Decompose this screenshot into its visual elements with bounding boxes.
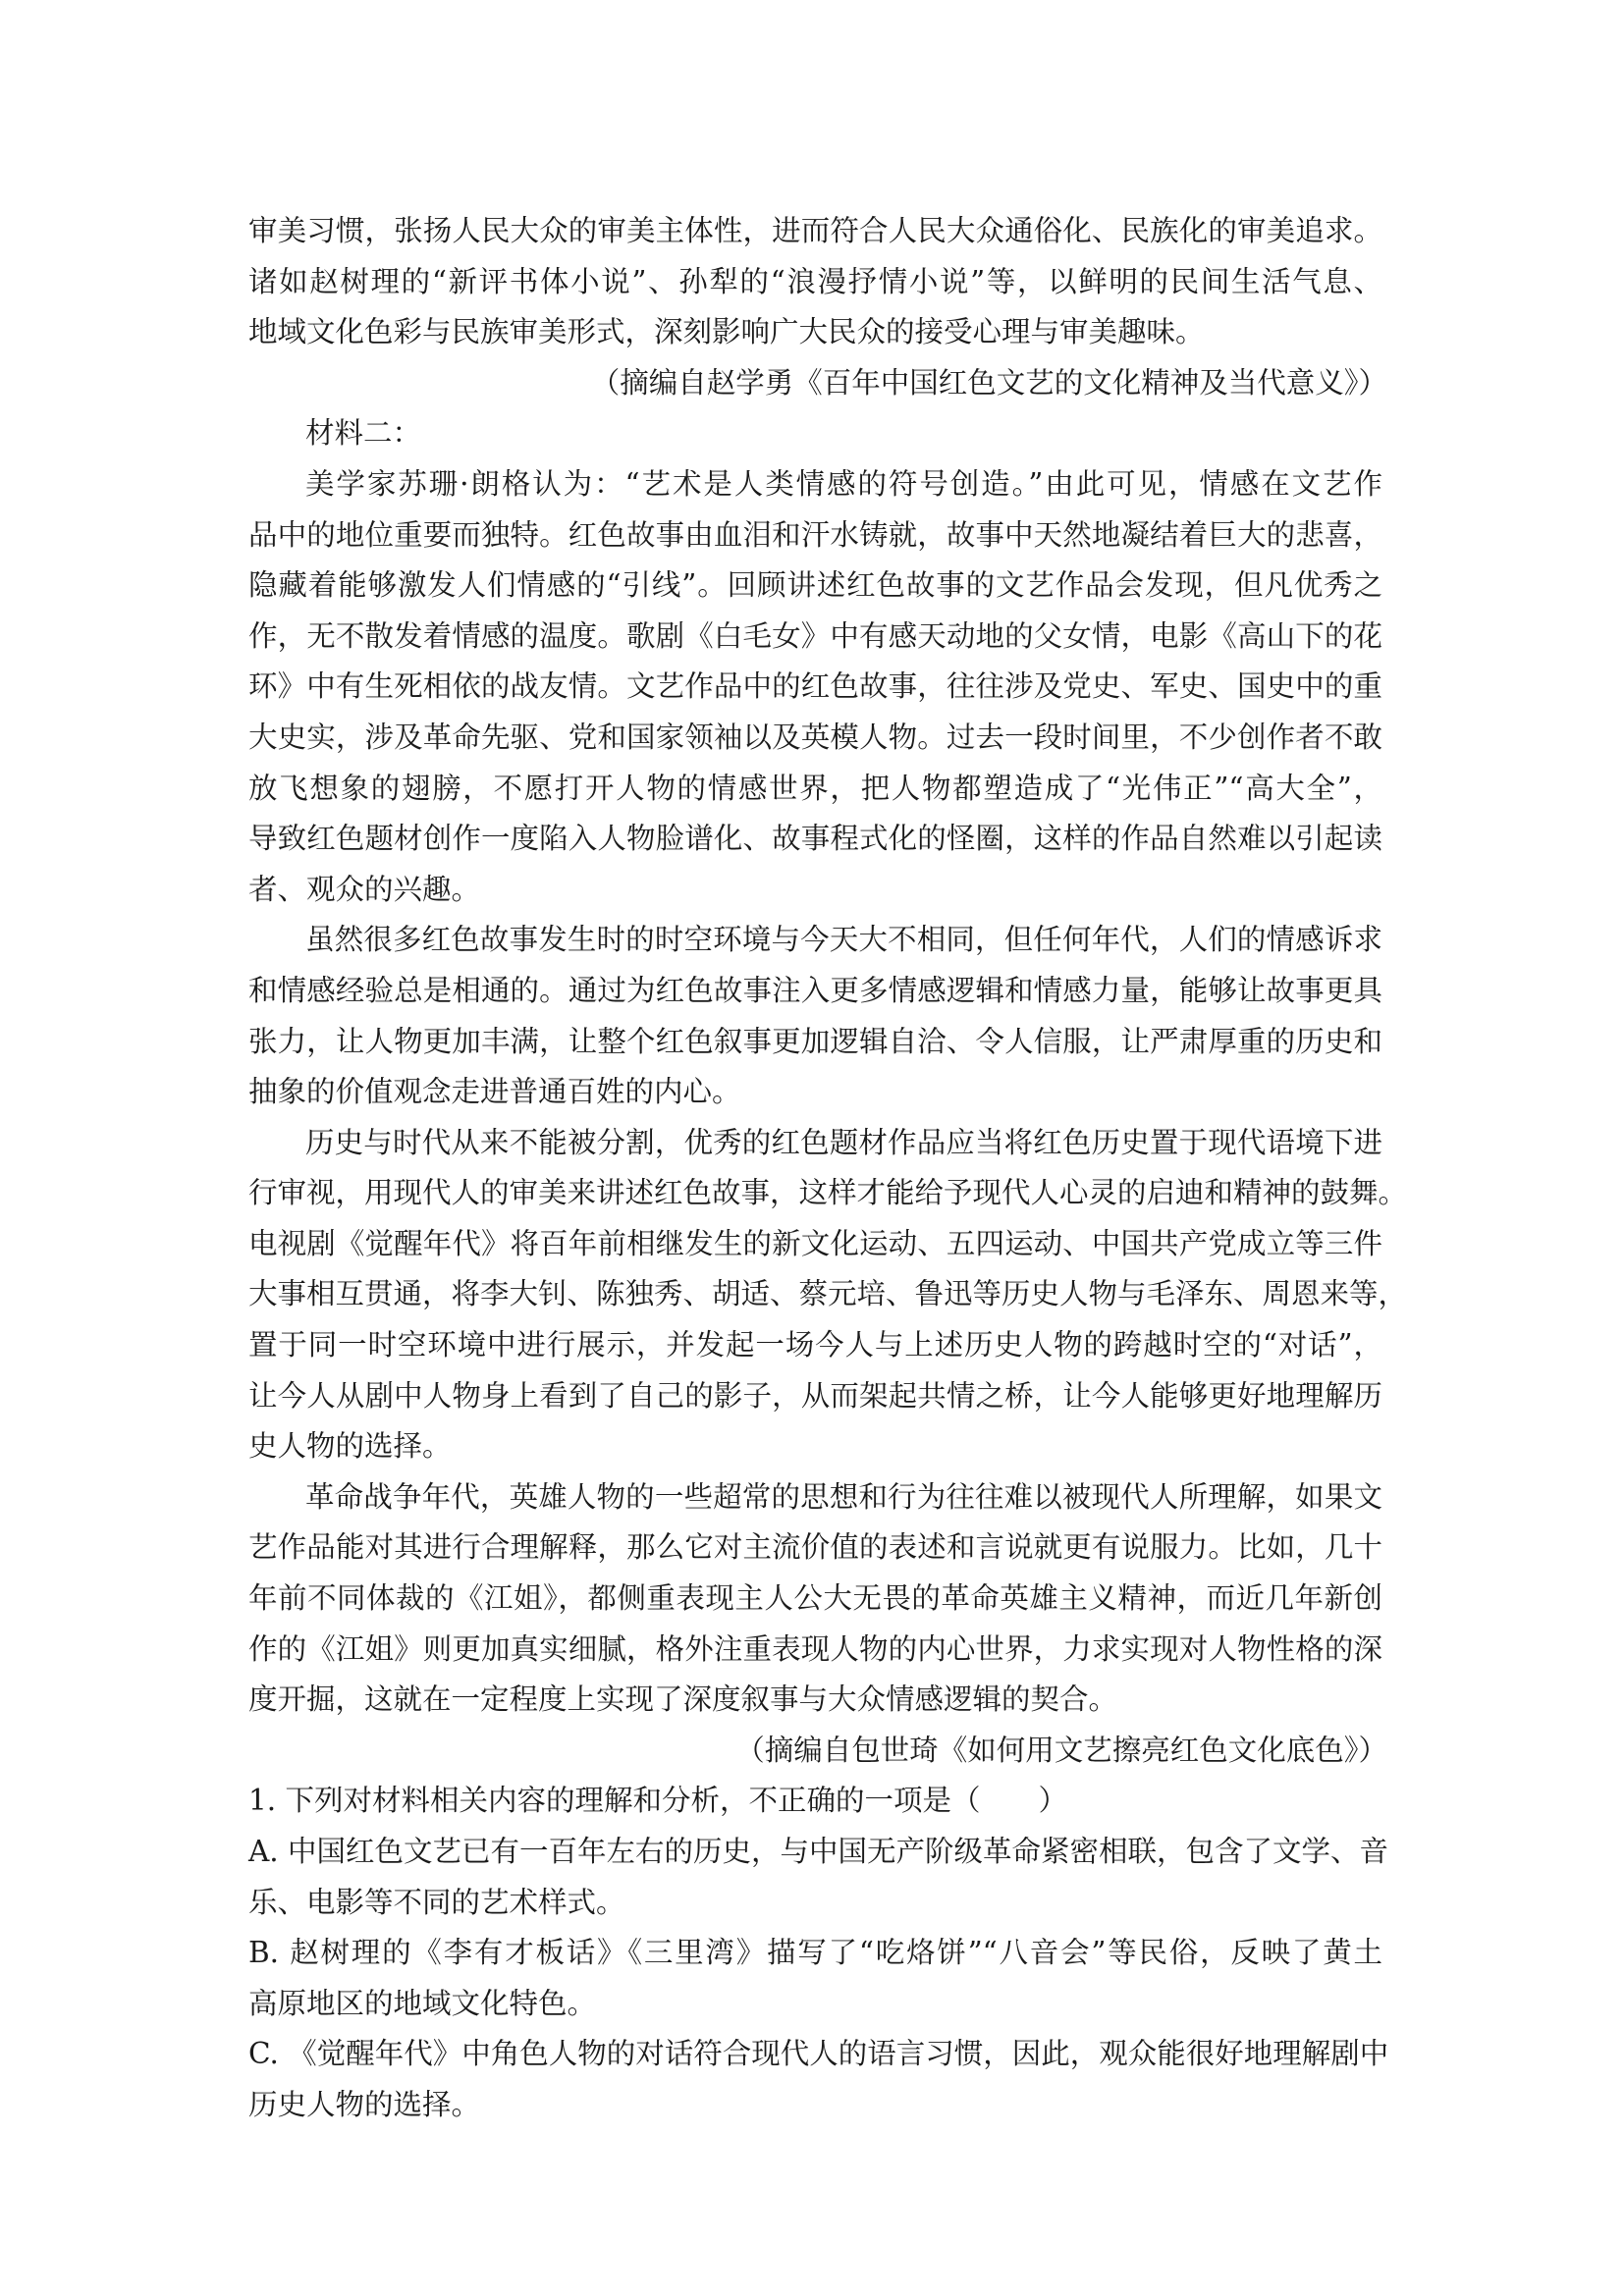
text-line: 艺作品能对其进行合理解释，那么它对主流价值的表述和言说就更有说服力。比如，几十 bbox=[248, 1530, 1382, 1565]
paragraph bbox=[248, 459, 1382, 915]
text-line: 作，无不散发着情感的温度。歌剧《白毛女》中有感天动地的父女情，电影《高山下的花 bbox=[248, 618, 1382, 653]
text-line: 导致红色题材创作一度陷入人物脸谱化、故事程式化的怪圈，这样的作品自然难以引起读 bbox=[248, 822, 1382, 856]
intro-paragraph bbox=[248, 206, 1382, 358]
option-text-line: A. 中国红色文艺已有一百年左右的历史，与中国无产阶级革命紧密相联，包含了文学、音 bbox=[248, 1835, 1389, 1868]
option-c bbox=[248, 2029, 1389, 2130]
text-line: 度开掘，这就在一定程度上实现了深度叙事与大众情感逻辑的契合。 bbox=[248, 1682, 1118, 1717]
text-line: 品中的地位重要而独特。红色故事由血泪和汗水铸就，故事中天然地凝结着巨大的悲喜， bbox=[248, 517, 1382, 552]
source-citation: （摘编自赵学勇《百年中国红色文艺的文化精神及当代意义》） bbox=[590, 365, 1387, 400]
text-line: 放飞想象的翅膀，不愿打开人物的情感世界，把人物都塑造成了“光伟正”“高大全”， bbox=[248, 771, 1382, 805]
text-line: 大事相互贯通，将李大钊、陈独秀、胡适、蔡元培、鲁迅等历史人物与毛泽东、周恩来等， bbox=[248, 1277, 1408, 1311]
document-page bbox=[248, 206, 1408, 2131]
option-b bbox=[248, 1928, 1382, 2029]
text-line: 抽象的价值观念走进普通百姓的内心。 bbox=[248, 1075, 741, 1109]
text-line: 史人物的选择。 bbox=[248, 1429, 452, 1464]
text-line: 张力，让人物更加丰满，让整个红色叙事更加逻辑自洽、令人信服，让严肃厚重的历史和 bbox=[248, 1024, 1382, 1058]
paragraph bbox=[248, 915, 1382, 1117]
text-line: 年前不同体裁的《江姐》，都侧重表现主人公大无畏的革命英雄主义精神，而近几年新创 bbox=[248, 1581, 1382, 1616]
text-line: 诸如赵树理的“新评书体小说”、孙犁的“浪漫抒情小说”等，以鲜明的民间生活气息、 bbox=[248, 264, 1382, 298]
option-text-line: 历史人物的选择。 bbox=[248, 2087, 481, 2121]
text-line: 美学家苏珊·朗格认为：“艺术是人类情感的符号创造。”由此可见，情感在文艺作 bbox=[305, 466, 1382, 501]
material-label: 材料二： bbox=[305, 416, 422, 451]
text-line: 隐藏着能够激发人们情感的“引线”。回顾讲述红色故事的文艺作品会发现，但凡优秀之 bbox=[248, 568, 1382, 603]
text-line: 行审视，用现代人的审美来讲述红色故事，这样才能给予现代人心灵的启迪和精神的鼓舞。 bbox=[248, 1176, 1408, 1210]
paragraph bbox=[248, 1118, 1408, 1472]
text-line: 电视剧《觉醒年代》将百年前相继发生的新文化运动、五四运动、中国共产党成立等三件 bbox=[248, 1226, 1382, 1260]
text-line: 审美习惯，张扬人民大众的审美主体性，进而符合人民大众通俗化、民族化的审美追求。 bbox=[248, 214, 1382, 247]
text-line: 作的《江姐》则更加真实细腻，格外注重表现人物的内心世界，力求实现对人物性格的深 bbox=[248, 1631, 1382, 1666]
text-line: 革命战争年代，英雄人物的一些超常的思想和行为往往难以被现代人所理解，如果文 bbox=[305, 1479, 1382, 1514]
text-line: 让今人从剧中人物身上看到了自己的影子，从而架起共情之桥，让今人能够更好地理解历 bbox=[248, 1378, 1382, 1413]
option-text-line: B. 赵树理的《李有才板话》《三里湾》描写了“吃烙饼”“八音会”等民俗，反映了黄土 bbox=[248, 1936, 1382, 1970]
text-line: 环》中有生死相依的战友情。文艺作品中的红色故事，往往涉及党史、军史、国史中的重 bbox=[248, 669, 1382, 704]
source-citation: （摘编自包世琦《如何用文艺擦亮红色文化底色》） bbox=[735, 1733, 1387, 1767]
text-line: 虽然很多红色故事发生时的时空环境与今天大不相同，但任何年代，人们的情感诉求 bbox=[305, 923, 1382, 957]
question-stem: 1. 下列对材料相关内容的理解和分析，不正确的一项是（ ） bbox=[248, 1784, 1068, 1818]
option-text-line: 乐、电影等不同的艺术样式。 bbox=[248, 1885, 625, 1919]
text-line: 地域文化色彩与民族审美形式，深刻影响广大民众的接受心理与审美趣味。 bbox=[248, 315, 1205, 349]
text-line: 置于同一时空环境中进行展示，并发起一场今人与上述历史人物的跨越时空的“对话”， bbox=[248, 1328, 1382, 1362]
paragraph bbox=[248, 1472, 1382, 1726]
text-line: 者、观众的兴趣。 bbox=[248, 872, 481, 906]
option-text-line: C. 《觉醒年代》中角色人物的对话符合现代人的语言习惯，因此，观众能很好地理解剧中 bbox=[248, 2037, 1389, 2071]
option-a bbox=[248, 1827, 1389, 1928]
text-line: 大史实，涉及革命先驱、党和国家领袖以及英模人物。过去一段时间里，不少创作者不敢 bbox=[248, 720, 1382, 754]
option-text-line: 高原地区的地域文化特色。 bbox=[248, 1986, 597, 2020]
question bbox=[248, 1776, 1389, 2130]
text-line: 历史与时代从来不能被分割，优秀的红色题材作品应当将红色历史置于现代语境下进 bbox=[305, 1125, 1382, 1159]
text-line: 和情感经验总是相通的。通过为红色故事注入更多情感逻辑和情感力量，能够让故事更具 bbox=[248, 973, 1382, 1007]
